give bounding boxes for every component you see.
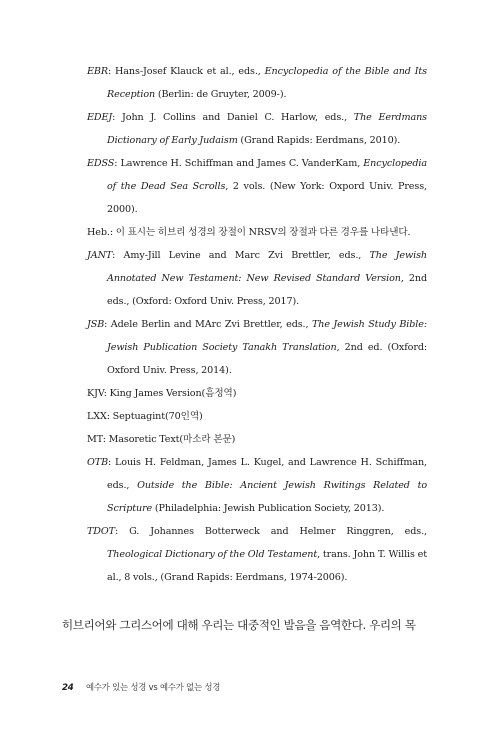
page-number: 24 — [62, 683, 74, 693]
abbreviation-entry — [87, 152, 427, 221]
running-title: 예수가 있는 성경 vs 예수가 없는 성경 — [86, 682, 221, 692]
abbreviation: JSB — [87, 319, 105, 330]
abbreviations-list — [87, 60, 427, 589]
abbreviation-entry — [87, 428, 427, 451]
abbreviation-entry — [87, 405, 427, 428]
abbreviation-entry — [87, 244, 427, 313]
entry-text: : John J. Collins and Daniel C. Harlow, eds., — [112, 112, 354, 123]
abbreviation: OTB — [87, 457, 109, 468]
abbreviation-entry — [87, 221, 427, 244]
abbreviation: TDOT — [87, 526, 115, 537]
abbreviation: EDEJ — [87, 112, 113, 123]
abbreviation-entry — [87, 520, 427, 589]
entry-publication: (Berlin: de Gruyter, 2009-). — [155, 89, 287, 100]
entry-title: The Jewish Study Bible: Jewish Publication Society Tanakh Translation — [107, 319, 427, 353]
entry-text: : Adele Berlin and MArc Zvi Brettler, eds., — [104, 319, 312, 330]
entry-title: Outside the Bible: Ancient Jewish Rwitings Related to Scripture — [107, 480, 427, 514]
abbreviation: LXX — [87, 411, 107, 422]
abbreviation-entry — [87, 313, 427, 382]
entry-title: The Eerdmans Dictionary of Early Judaism — [107, 112, 427, 146]
abbreviation-entry — [87, 60, 427, 106]
entry-text: : Masoretic Text(마소라 본문) — [102, 434, 236, 445]
entry-publication: , trans. John T. Willis et al., 8 vols., (Grand Rapids: Eerdmans, 1974-2006). — [107, 549, 428, 583]
entry-publication: (Grand Rapids: Eerdmans, 2010). — [237, 135, 401, 146]
entry-title: Encyclopedia of the Bible and Its Reception — [107, 66, 427, 100]
abbreviation-entry — [87, 106, 427, 152]
abbreviation: EDSS — [87, 158, 115, 169]
entry-publication: , 2 vols. (New York: Oxpord Univ. Press, 2000). — [107, 181, 427, 215]
entry-title: Theological Dictionary of the Old Testament — [107, 549, 318, 560]
body-paragraph: 히브리어와 그리스어에 대해 우리는 대중적인 발음을 음역한다. 우리의 목 — [62, 618, 416, 632]
entry-publication: (Philadelphia: Jewish Publication Society, 2013). — [152, 503, 385, 514]
entry-text: : G. Johannes Botterweck and Helmer Ringgren, eds., — [114, 526, 427, 537]
abbreviation: JANT — [87, 250, 113, 261]
entry-publication: , 2nd eds., (Oxford: Oxford Univ. Press, 2017). — [107, 273, 427, 307]
entry-text: : Septuagint(70인역) — [106, 411, 203, 422]
abbreviation: KJV — [87, 388, 104, 399]
entry-text: : King James Version(흠정역) — [103, 388, 237, 399]
entry-title: Encyclopedia of the Dead Sea Scrolls — [107, 158, 427, 192]
entry-text: : Hans-Josef Klauck et al., eds., — [107, 66, 265, 77]
abbreviation: EBR — [87, 66, 108, 77]
page-footer — [62, 681, 220, 693]
entry-title: The Jewish Annotated New Testament: New Revised Standard Version — [107, 250, 427, 284]
abbreviation: MT — [87, 434, 103, 445]
abbreviation-entry — [87, 382, 427, 405]
entry-publication: , 2nd ed. (Oxford: Oxford Univ. Press, 2014). — [107, 342, 427, 376]
entry-text: : Louis H. Feldman, James L. Kugel, and Lawrence H. Schiffman, eds., — [107, 457, 427, 491]
abbreviation: Heb. — [87, 227, 110, 238]
abbreviation-entry — [87, 451, 427, 520]
entry-text: : Lawrence H. Schiffman and James C. VanderKam, — [114, 158, 364, 169]
entry-text: : 이 표시는 히브리 성경의 장절이 NRSV의 장절과 다른 경우를 나타낸다. — [109, 227, 411, 238]
entry-text: : Amy-Jill Levine and Marc Zvi Brettler, eds., — [112, 250, 370, 261]
